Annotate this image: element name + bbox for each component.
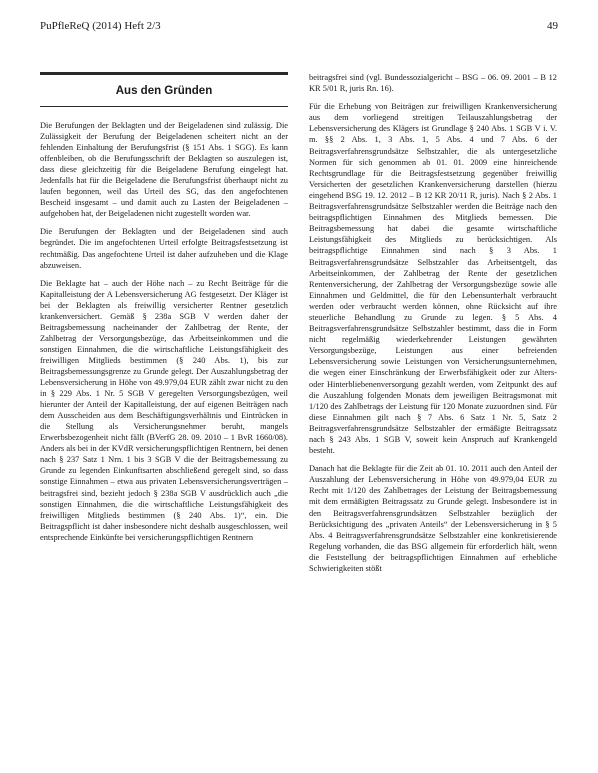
journal-title: PuPfleReQ (2014) Heft 2/3: [40, 20, 161, 32]
section-bottom-rule: [40, 106, 288, 107]
right-column: [309, 72, 557, 581]
paragraph: Die Berufungen der Beklagten und der Beigeladenen sind zulässig. Die Zulässigkeit der Berufung der Beigeladenen scheitert nicht an der fehlenden Einhaltung der Berufungsfrist (§ 151 Abs. 1 SGG). Es kann offenbleiben, ob die Berufungsschrift der Beklagten so auszulegen ist, dass diese gleichzeitig für die Beigeladene Berufung eingelegt hat. Jedenfalls hat für die Beigeladene die Berufungsfrist überhaupt nicht zu laufen begonnen, weil das Urteil des SG, das den angefochtenen Bescheid insgesamt – und damit auch zu Lasten der Beigeladenen – aufgehoben hat, der Beigeladenen nicht zugestellt worden war.: [40, 121, 288, 219]
section-heading-box: [40, 72, 288, 107]
paragraph: Die Berufungen der Beklagten und der Beigeladenen sind auch begründet. Die im angefochtenen Urteil erfolgte Beitragsfestsetzung ist rechtmäßig. Das angefochtene Urteil ist daher aufzuheben und die Klage abzuweisen.: [40, 227, 288, 270]
section-title: Aus den Gründen: [115, 85, 213, 97]
paragraph: Die Beklagte hat – auch der Höhe nach – zu Recht Beiträge für die Kapitalleistung der A Lebensversicherung AG festgesetzt. Der Kläger ist bei der Beklagten als freiwillig versicherter Rentner gesetzlich krankenversichert. Gemäß § 238a SGB V werden daher der Beitragsbemessung nacheinander der Zahlbetrag der Rente, der Zahlbetrag der Versorgungsbezüge, das Arbeitseinkommen und die sonstigen Einnahmen, die die wirtschaftliche Leistungsfähigkeit des freiwilligen Mitglieds bestimmen (§ 240 Abs. 1), bis zur Beitragsbemessungsgrenze zu Grunde gelegt. Der Auszahlungsbetrag der Lebensversicherung in Höhe von 49.979,04 EUR zählt zwar nicht zu den in § 229 Abs. 1 Nr. 5 SGB V geregelten Versorgungsbezügen, weil hierunter der Anteil der Kapitalleistung, der auf eigenen Beiträgen nach dem Ausscheiden aus dem Beschäftigungsverhältnis und Eintrücken in die Stellung als Versicherungsnehmer beruht, mangels Erwerbsbezogenheit nicht fällt (BVerfG 28. 09. 2010 – 1 BvR 1660/08). Anders als bei in der KVdR versicherungspflichtigen Rentnern, bei denen nach § 237 Satz 1 Nrn. 1 bis 3 SGB V die der Beitragsbemessung zu Grunde zu legenden Einkunftsarten abschließend geregelt sind, so dass sonstige Einnahmen – etwa aus privaten Lebensversicherungsverträgen – beitragsfrei sind, bezieht jedoch § 238a SGB V ausdrücklich auch „die sonstigen Einnahmen, die die wirtschaftliche Leistungsfähigkeit des freiwilligen Mitglieds bestimmen (§ 240 Abs. 1)“, ein. Die Beitragspflicht ist daher insbesondere nicht deshalb ausgeschlossen, weil entsprechende Einkünfte bei versicherungspflichtigen Rentnern: [40, 278, 288, 542]
left-column: [40, 120, 288, 550]
paragraph: Für die Erhebung von Beiträgen zur freiwilligen Krankenversicherung aus dem vorliegend streitigen Teilauszahlungsbetrag der Lebensversicherung des Klägers ist Grundlage § 240 Abs. 1 SGB V i. V. m. §§ 2 Abs. 1, 3 Abs. 1, 5 Abs. 4 und 7 Abs. 6 der Beitragsverfahrensgrundsätze Selbstzahler, die als untergesetzliche Normen für sich genommen ab 01. 01. 2009 eine hinreichende Rechtsgrundlage für die Beitragsfestsetzung gegenüber freiwillig Versicherten der gesetzlichen Krankenversicherung darstellen (hierzu eingehend BSG 19. 12. 2012 – B 12 KR 20/11 R, juris). Nach § 2 Abs. 1 Beitragsverfahrensgrundsätze Selbstzahler werden die Beiträge nach den beitragspflichtigen Einnahmen des Mitglieds bemessen. Die Beitragsbemessung hat dabei die gesamte wirtschaftliche Leistungsfähigkeit des Mitglieds zu berücksichtigen. Als beitragspflichtige Einnahmen sind nach § 3 Abs. 1 Beitragsverfahrensgrundsätze Selbstzahler das Arbeitsentgelt, das Arbeitseinkommen, der Zahlbetrag der Rente der gesetzlichen Rentenversicherung, der Zahlbetrag der Versorgungsbezüge sowie alle Einnahmen und Geldmittel, die für den Lebensunterhalt verbraucht werden oder verbraucht werden können, ohne Rücksicht auf ihre steuerliche Behandlung zu Grunde zu legen. § 5 Abs. 4 Beitragsverfahrensgrundsätze Selbstzahler bestimmt, dass die in Form nicht regelmäßig wiederkehrender Leistungen gewährten Versorgungsbezüge, Leistungen aus einer befreienden Lebensversicherung sowie Leistungen von Versicherungsunternehmen, die wegen einer Einschränkung der Erwerbsfähigkeit oder zur Alters- oder Hinterbliebenenversorgung gezahlt werden, vom Zeitpunkt des auf die Auszahlung folgenden Monats dem jeweiligen Beitragsmonat mit 1/120 des Zahlbetrags der Leistung für 120 Monate zuzuordnen sind. Für diese Einnahmen gilt nach § 7 Abs. 6 Satz 1 Nr. 5, Satz 2 Beitragsverfahrensgrundsätze Selbstzahler der ermäßigte Beitragssatz nach § 243 Abs. 1 SGB V, soweit kein Anspruch auf Krankengeld besteht.: [309, 102, 557, 456]
section-top-rule: [40, 72, 288, 75]
paragraph: Danach hat die Beklagte für die Zeit ab 01. 10. 2011 auch den Anteil der Auszahlung der Lebensversicherung in Höhe von 49.979,04 EUR zu Recht mit 1/120 des Zahlbetrages der Leistung der Beitragsbemessung mit dem ermäßigten Beitragssatz zu Grunde gelegt. Insbesondere ist in den Beitragsverfahrensgrundsätzen Selbstzahler bezüglich der Berücksichtigung des „privaten Anteils“ der Lebensversicherung in § 5 Abs. 4 Beitragsverfahrensgrundsätze Selbstzahler eine konkretisierende Regelung vorhanden, die das BSG allgemein für erforderlich hält, wenn die Feststellung der beitragspflichtigen Einnahmen auf erhebliche Schwierigkeiten stößt: [309, 464, 557, 574]
page-number: 49: [547, 20, 558, 32]
paragraph: beitragsfrei sind (vgl. Bundessozialgericht – BSG – 06. 09. 2001 – B 12 KR 5/01 R, juris Rn. 16).: [309, 73, 557, 94]
